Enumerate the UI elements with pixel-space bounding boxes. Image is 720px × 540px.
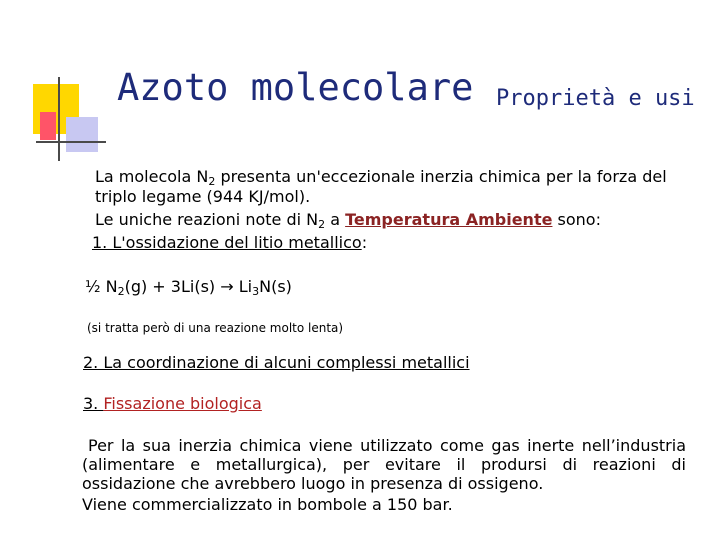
page-title: Azoto molecolare (117, 66, 474, 109)
intro-line-2: triplo legame (944 KJ/mol). (95, 187, 311, 206)
list-item-2: 2. La coordinazione di alcuni complessi metallici (83, 353, 470, 372)
final-line-4: Viene commercializzato in bombole a 150 bar. (82, 495, 453, 514)
final-line-1: Per la sua inerzia chimica viene utilizzato come gas inerte nell’industria (88, 436, 686, 455)
final-line-3: ossidazione che avrebbero luogo in presenza di ossigeno. (82, 474, 544, 493)
decorative-blue-square (66, 117, 98, 152)
list-item-1: 1. L'ossidazione del litio metallico: (92, 233, 368, 252)
temperatura-ambiente-highlight: Temperatura Ambiente (345, 210, 553, 229)
reaction-note: (si tratta però di una reazione molto lenta) (87, 321, 344, 335)
intro-line-1: La molecola $N_2$ presenta un'eccezionale inerzia chimica per la forza del (95, 167, 667, 188)
decorative-vertical-line (58, 77, 60, 161)
intro-line-3: Le uniche reazioni note di $N_2$ a Temperatura Ambiente sono: (95, 210, 601, 231)
decorative-horizontal-line (36, 141, 106, 143)
final-line-2: (alimentare e metallurgica), per evitare il prodursi di reazioni di (82, 455, 686, 474)
final-paragraph (82, 436, 686, 514)
fissazione-biologica-link[interactable]: Fissazione biologica (103, 394, 262, 413)
page-subtitle: Proprietà e usi (496, 86, 695, 111)
list-item-3: 3. Fissazione biologica (83, 394, 262, 413)
reaction-equation: ½ $N_2(g) + 3Li(s) \to Li_3N(s)$ (85, 277, 292, 298)
decorative-red-bar (40, 112, 56, 140)
